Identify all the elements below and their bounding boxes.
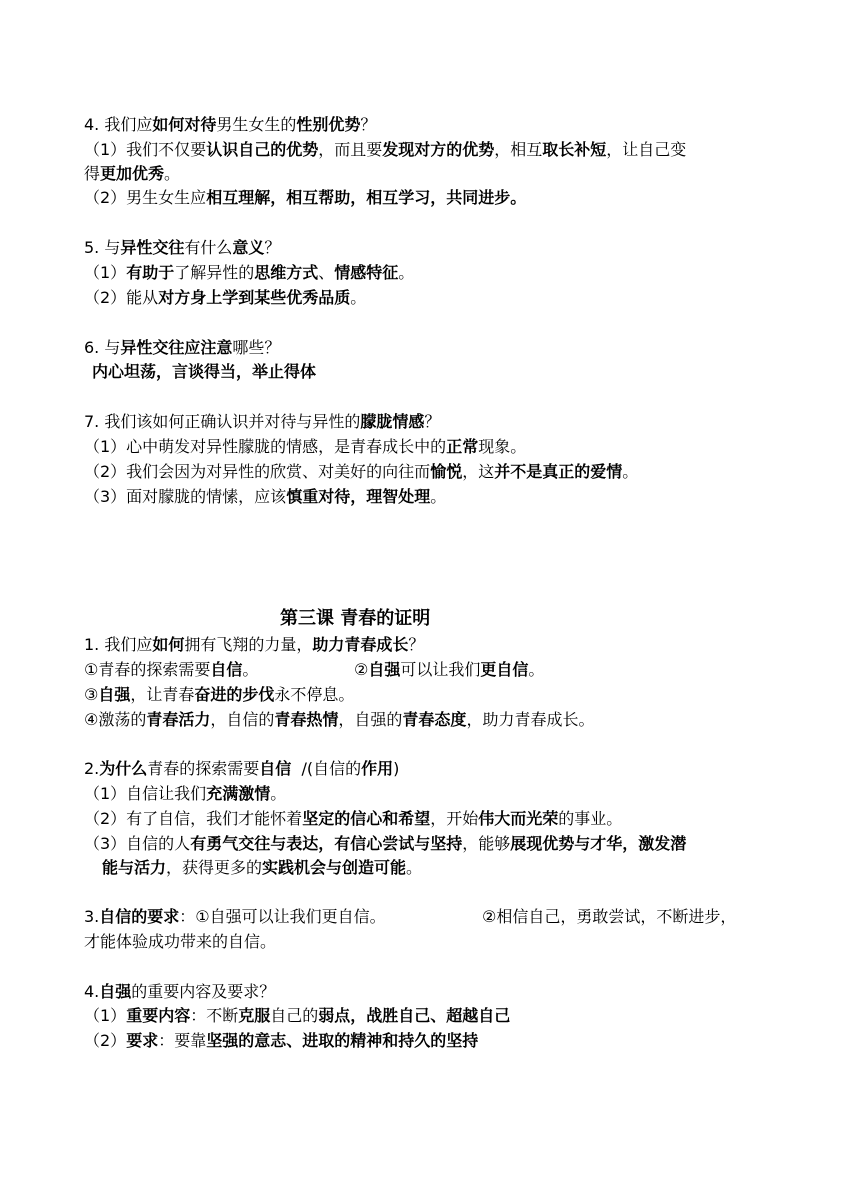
lesson-title: 第三课 青春的证明 <box>280 608 431 629</box>
answer-4-1-line-2: 得更加优秀。 <box>84 164 181 183</box>
question-4: 4. 我们应如何对待男生女生的性别优势？ <box>84 115 377 134</box>
lesson3-answer-2-2: （2）有了自信，我们才能怀着坚定的信心和希望，开始伟大而光荣的事业。 <box>84 809 623 828</box>
answer-4-2: （2）男生女生应相互理解，相互帮助，相互学习，共同进步。 <box>84 188 527 207</box>
answer-7-1: （1）心中萌发对异性朦胧的情感，是青春成长中的正常现象。 <box>84 437 527 456</box>
answer-5-1: （1）有助于了解异性的思维方式、情感特征。 <box>84 263 415 282</box>
answer-5-2: （2）能从对方身上学到某些优秀品质。 <box>84 288 367 307</box>
lesson3-question-3-line-1a: 3.自信的要求：①自强可以让我们更自信。 <box>84 907 386 926</box>
lesson3-question-3-line-1b: ②相信自己，勇敢尝试，不断进步， <box>482 907 737 926</box>
lesson3-question-2: 2.为什么青春的探索需要自信 /(自信的作用) <box>84 759 400 778</box>
lesson3-answer-2-1: （1）自信让我们充满激情。 <box>84 784 287 803</box>
lesson3-answer-1-2: ②自强可以让我们更自信。 <box>354 660 545 679</box>
lesson3-answer-1-4: ④激荡的青春活力，自信的青春热情，自强的青春态度，助力青春成长。 <box>84 710 595 729</box>
question-7: 7. 我们该如何正确认识并对待与异性的朦胧情感？ <box>84 412 441 431</box>
lesson3-answer-2-3-line-2: 能与活力，获得更多的实践机会与创造可能。 <box>102 858 423 877</box>
answer-4-1-line-1: （1）我们不仅要认识自己的优势，而且要发现对方的优势，相互取长补短，让自己变 <box>84 140 687 159</box>
question-5: 5. 与异性交往有什么意义？ <box>84 238 281 257</box>
lesson3-answer-4-1: （1）重要内容：不断克服自己的弱点，战胜自己、超越自己 <box>84 1006 511 1025</box>
answer-7-3: （3）面对朦胧的情愫，应该慎重对待，理智处理。 <box>84 487 447 506</box>
lesson3-question-4: 4.自强的重要内容及要求？ <box>84 982 276 1001</box>
lesson3-question-1: 1. 我们应如何拥有飞翔的力量，助力青春成长？ <box>84 635 425 654</box>
question-6: 6. 与异性交往应注意哪些？ <box>84 338 281 357</box>
lesson3-answer-1-1: ①青春的探索需要自信。 <box>84 660 259 679</box>
lesson3-answer-4-2: （2）要求：要靠坚强的意志、进取的精神和持久的坚持 <box>84 1031 479 1050</box>
answer-6: 内心坦荡，言谈得当，举止得体 <box>92 362 317 381</box>
lesson3-question-3-line-2: 才能体验成功带来的自信。 <box>84 932 277 951</box>
lesson3-answer-1-3: ③自强，让青春奋进的步伐永不停息。 <box>84 685 355 704</box>
lesson3-answer-2-3-line-1: （3）自信的人有勇气交往与表达，有信心尝试与坚持，能够展现优势与才华，激发潜 <box>84 834 687 853</box>
answer-7-2: （2）我们会因为对异性的欣赏、对美好的向往而愉悦，这并不是真正的爱情。 <box>84 462 639 481</box>
